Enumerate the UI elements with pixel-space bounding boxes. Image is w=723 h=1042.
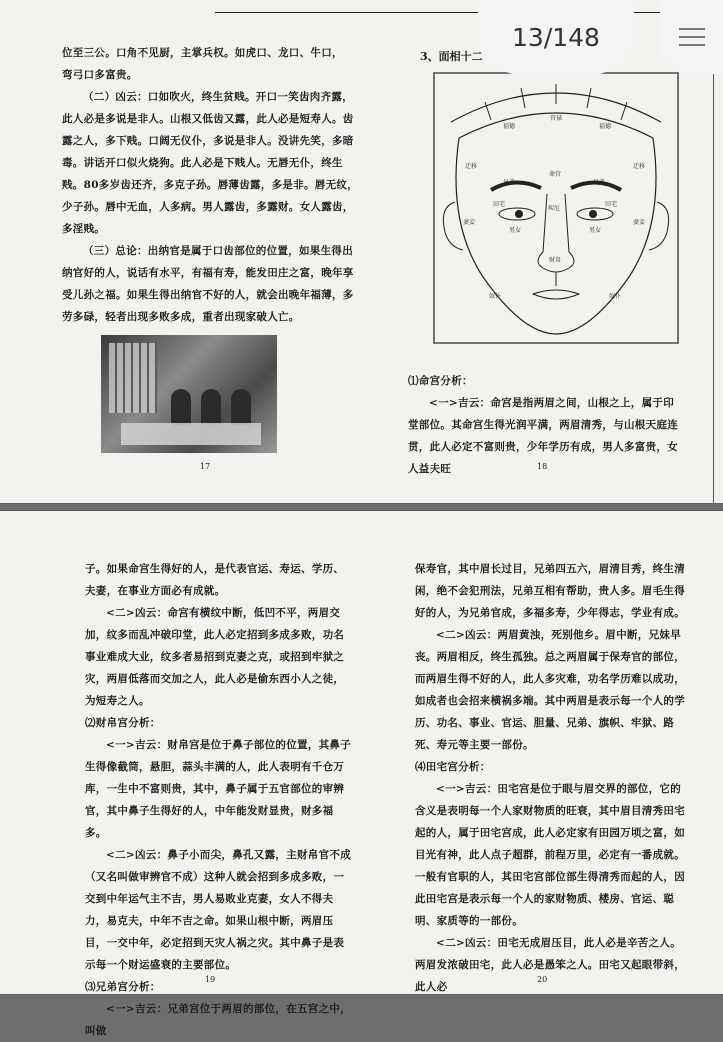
label-caibo: 财帛 xyxy=(549,257,562,264)
paragraph: <二>凶云：命宫有横纹中断，低凹不平，两眉交加，纹多而乱冲破印堂，此人必定招到多成多败，功名事业难成大业，纹多者易招到克妻之克，或招到牢狱之灾，两眉低落而交加之人，此人必是偷东西小人之徒，为短寿之人。 xyxy=(85,607,345,707)
paragraph: <二>凶云：田宅无成眉压目，此人必是辛苦之人。两眉发浓破田宅，此人必是愚笨之人。田宅又起眼带斜，此人必 xyxy=(415,937,685,993)
paragraph: <一>吉云：财帛宫是位于鼻子部位的位置，其鼻子生得像截筒，悬胆，蒜头丰满的人，此人表明有千仓万库，一生中不富则贵，其中，鼻子属于五官部位的审辨官，其中鼻子生得好的人，中年能发财显贵，财多福多。 xyxy=(85,739,351,839)
label-guanlu: 官禄 xyxy=(550,115,563,122)
photo-desk xyxy=(121,423,261,445)
menu-button[interactable] xyxy=(660,0,723,74)
label-nannv-left: 男女 xyxy=(509,227,522,234)
figure-title: 3、面相十二 xyxy=(420,50,483,63)
page-number: 19 xyxy=(205,975,216,984)
label-tianzhai-right: 田宅 xyxy=(605,201,618,208)
page-number: 18 xyxy=(537,462,548,471)
paragraph: （二）凶云：口如吹火，终生贫贱。开口一笑齿肉齐露，此人必是多说是非人。山根又低齿又露，此人必是短寿人。齿露之人，多下贱。口阔无仪仆，多说是非人。没讲先笑，多暗毒。讲话开口似火烧狗。此人必是下贱人。无唇无仆，终生贱。80多岁齿还齐，多克子孙。唇薄齿露，多是非。唇无纹，少子孙。唇中无血，人多病。男人露齿，多露财。女人露齿，多淫贱。 xyxy=(62,91,359,235)
section-heading: ⑶兄弟宫分析： xyxy=(85,981,161,993)
label-fude-right: 福德 xyxy=(599,123,612,130)
label-tianzhai-left: 田宅 xyxy=(493,201,506,208)
page-17-text xyxy=(62,42,358,328)
right-edge-rule xyxy=(713,0,714,503)
page-number: 17 xyxy=(200,462,211,471)
page-counter: 13/148 xyxy=(478,0,634,74)
text-line: 弯弓口多富贵。 xyxy=(62,69,138,81)
paragraph: <二>凶云：两眉黄浊，死别他乡。眉中断，兄妹早丧。两眉相反，终生孤独。总之两眉属于保寿官的部位，而两眉生得不好的人，此人多灾难，功名学历难以成功，如成者也会招来横祸多端。其中两眉是表示每一个人的学历、功名、事业、官运、胆量、兄弟、旗帜、牢狱、路死、寿元等主要一部份。 xyxy=(415,629,685,751)
hamburger-icon xyxy=(679,28,705,30)
text-line: 位至三公。口角不见厨，主掌兵权。如虎口、龙口、牛口， xyxy=(62,47,343,59)
paragraph: 保寿官，其中眉长过目，兄弟四五六，眉清目秀，终生清闲，绝不会犯刑法，兄弟互相有帮助，贵人多。眉毛生得好的人，为兄弟官成，多福多寿，少年得志，学业有成。 xyxy=(415,563,685,619)
scan-sheet-top xyxy=(0,0,723,503)
page-number: 20 xyxy=(537,975,548,984)
page-19-text xyxy=(85,558,353,1042)
paragraph: <二>凶云：鼻子小而尖，鼻孔又露，主财帛官不成（又名叫做审辨官不成）这种人就会招到多成多败，一交到中年运气主不吉，男人易败业克妻，女人不得夫力，易克夫，中年不吉之命。如果山根中断，两眉压目，一交中年，必定招到天灾人祸之灾。其中鼻子是表示每一个财运盛衰的主要部位。 xyxy=(85,849,351,971)
label-jie: 疾厄 xyxy=(548,205,561,212)
label-nannv-right: 男女 xyxy=(589,227,602,234)
paragraph: <一>吉云：兄弟宫位于两眉的部位，在五宫之中，叫做 xyxy=(85,1003,351,1037)
paragraph: <一>吉云：田宅宫是位于眼与眉交界的部位，它的含义是表明每一个人家财物质的旺衰，其中眉目清秀田宅起的人，属于田宅宫成，此人必定家有田园万顷之富，如目光有神，此人点子超群，前程万里，必定有一番成就。一般有官职的人，其田宅宫部位部生得清秀而起的人，因此田宅宫是表示每一个人的家财物质、楼房、官运、聪明、家质等的一部份。 xyxy=(415,783,685,927)
label-xiongdi-left: 兄弟 xyxy=(503,179,516,186)
section-heading: ⑴命宫分析： xyxy=(408,375,473,387)
label-qianyi-right: 迁移 xyxy=(633,163,646,170)
face-diagram xyxy=(433,72,679,344)
photo-person xyxy=(201,389,221,425)
label-xiongdi-right: 兄弟 xyxy=(593,179,606,186)
label-qiqie-left: 妻妾 xyxy=(463,219,476,226)
section-heading: ⑷田宅宫分析： xyxy=(415,761,491,773)
scan-sheet-bottom xyxy=(0,511,723,1037)
label-nupu-right: 奴仆 xyxy=(609,293,622,300)
label-qiqie-right: 妻妾 xyxy=(633,219,646,226)
paragraph: 子。如果命宫生得好的人，是代表官运、寿运、学历、夫妻，在事业方面必有成就。 xyxy=(85,563,345,597)
label-fude-left: 福德 xyxy=(503,123,516,130)
photo-shelf xyxy=(109,343,157,413)
paragraph: （三）总论：出纳官是属于口齿部位的位置，如果生得出纳官好的人，说话有水平，有福有寿，能发田庄之富，晚年享受儿孙之福。如果生得出纳官不好的人，就会出晚年福薄，多劳多碌，轻者出现多败多成，重者出现家破人亡。 xyxy=(62,245,354,323)
label-nupu-left: 奴仆 xyxy=(489,293,502,300)
label-minggong: 命宫 xyxy=(549,171,562,178)
hamburger-icon xyxy=(679,44,705,46)
page-20-text xyxy=(415,558,690,998)
hamburger-icon xyxy=(679,36,705,38)
paragraph: <一>吉云：命宫是指两眉之间，山根之上，属于印堂部位。其命宫生得光润平满，两眉清秀，与山根天庭连贯，此人必定不富则贵，少年学历有成，男人多富贵，女人益夫旺 xyxy=(408,397,678,475)
section-heading: ⑵财帛宫分析： xyxy=(85,717,161,729)
photo-person xyxy=(231,389,251,425)
photo-person xyxy=(171,389,191,425)
label-qianyi-left: 迁移 xyxy=(465,163,478,170)
photo-image xyxy=(101,335,277,453)
